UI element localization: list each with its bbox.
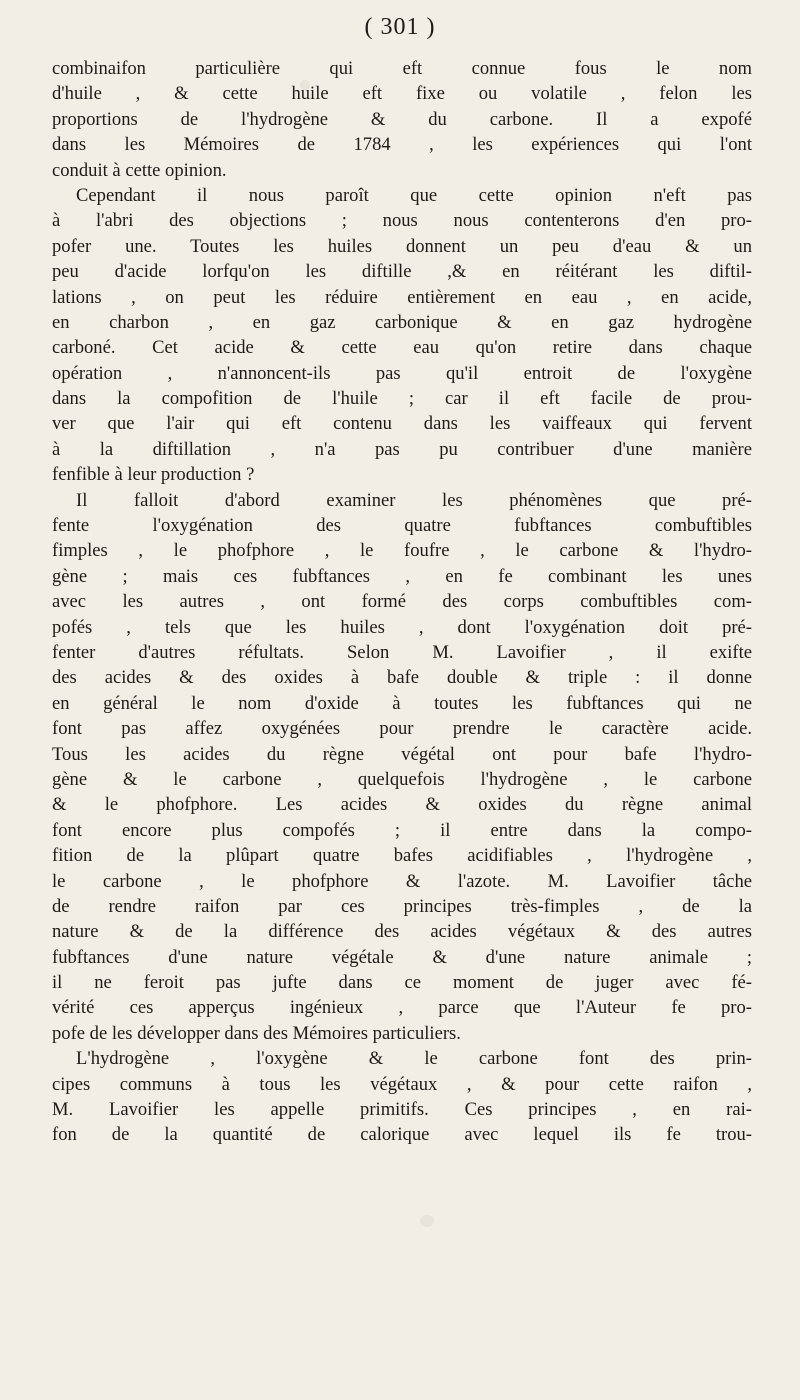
text-line: il ne feroit pas jufte dans ce moment de juger avec fé- [52,972,752,994]
text-line: d'huile , & cette huile eft fixe ou volatile , felon les [52,83,752,105]
text-line: vérité ces apperçus ingénieux , parce que l'Auteur fe pro- [52,997,752,1019]
text-line: Cependant il nous paroît que cette opinion n'eft pas [76,184,752,206]
text-line: cipes communs à tous les végétaux , & pour cette raifon , [52,1073,752,1095]
text-line: Tous les acides du règne végétal ont pour bafe l'hydro- [52,743,752,765]
text-line: à la diftillation , n'a pas pu contribuer d'une manière [52,438,752,460]
text-line: nature & de la différence des acides végétaux & des autres [52,921,752,943]
text-line: & le phofphore. Les acides & oxides du règne animal [52,794,752,816]
text-line: proportions de l'hydrogène & du carbone. Il a expofé [52,108,752,130]
body-text [52,56,752,1148]
text-line: M. Lavoifier les appelle primitifs. Ces principes , en rai- [52,1099,752,1121]
paragraph [52,183,752,488]
page-number: ( 301 ) [364,14,436,40]
text-line: font pas affez oxygénées pour prendre le caractère acide. [52,718,752,740]
text-line: pofe de les développer dans des Mémoires particuliers. [52,1022,461,1044]
text-line: gène & le carbone , quelquefois l'hydrogène , le carbone [52,768,752,790]
text-line: font encore plus compofés ; il entre dans la compo- [52,819,752,841]
text-line: à l'abri des objections ; nous nous contenterons d'en pro- [52,210,752,232]
text-line: fon de la quantité de calorique avec lequel ils fe trou- [52,1124,752,1146]
text-line: fubftances d'une nature végétale & d'une nature animale ; [52,946,752,968]
text-line: pofés , tels que les huiles , dont l'oxygénation doit pré- [52,616,752,638]
text-line: combinaifon particulière qui eft connue fous le nom [52,58,752,79]
text-line: dans les Mémoires de 1784 , les expériences qui l'ont [52,134,752,156]
paragraph [52,1046,752,1148]
text-line: fimples , le phofphore , le foufre , le carbone & l'hydro- [52,540,752,562]
text-line: fente l'oxygénation des quatre fubftances combuftibles [52,515,752,537]
text-line: en charbon , en gaz carbonique & en gaz hydrogène [52,311,752,333]
text-line: lations , on peut les réduire entièrement en eau , en acide, [52,286,752,308]
paragraph [52,488,752,1047]
text-line: fenfible à leur production ? [52,464,255,486]
text-line: gène ; mais ces fubftances , en fe combinant les unes [52,565,752,587]
paragraph [52,56,752,183]
text-line: pofer une. Toutes les huiles donnent un peu d'eau & un [52,235,752,257]
text-line: le carbone , le phofphore & l'azote. M. Lavoifier tâche [52,870,752,892]
text-line: L'hydrogène , l'oxygène & le carbone font des prin- [76,1048,752,1070]
text-line: conduit à cette opinion. [52,159,227,181]
text-line: peu d'acide lorfqu'on les diftille ,& en réitérant les diftil- [52,261,752,283]
text-line: fition de la plûpart quatre bafes acidifiables , l'hydrogène , [52,845,752,867]
text-line: de rendre raifon par ces principes très-fimples , de la [52,895,752,917]
text-line: ver que l'air qui eft contenu dans les vaiffeaux qui fervent [52,413,752,435]
text-line: Il falloit d'abord examiner les phénomènes que pré- [76,489,752,511]
text-line: des acides & des oxides à bafe double & triple : il donne [52,667,752,689]
text-line: en général le nom d'oxide à toutes les fubftances qui ne [52,692,752,714]
text-line: opération , n'annoncent-ils pas qu'il entroit de l'oxygène [52,362,752,384]
text-line: dans la compofition de l'huile ; car il eft facile de prou- [52,388,752,410]
paper-smudge [420,1215,434,1227]
text-line: avec les autres , ont formé des corps combuftibles com- [52,591,752,613]
text-line: fenter d'autres réfultats. Selon M. Lavoifier , il exifte [52,641,752,663]
text-line: carboné. Cet acide & cette eau qu'on retire dans chaque [52,337,752,359]
